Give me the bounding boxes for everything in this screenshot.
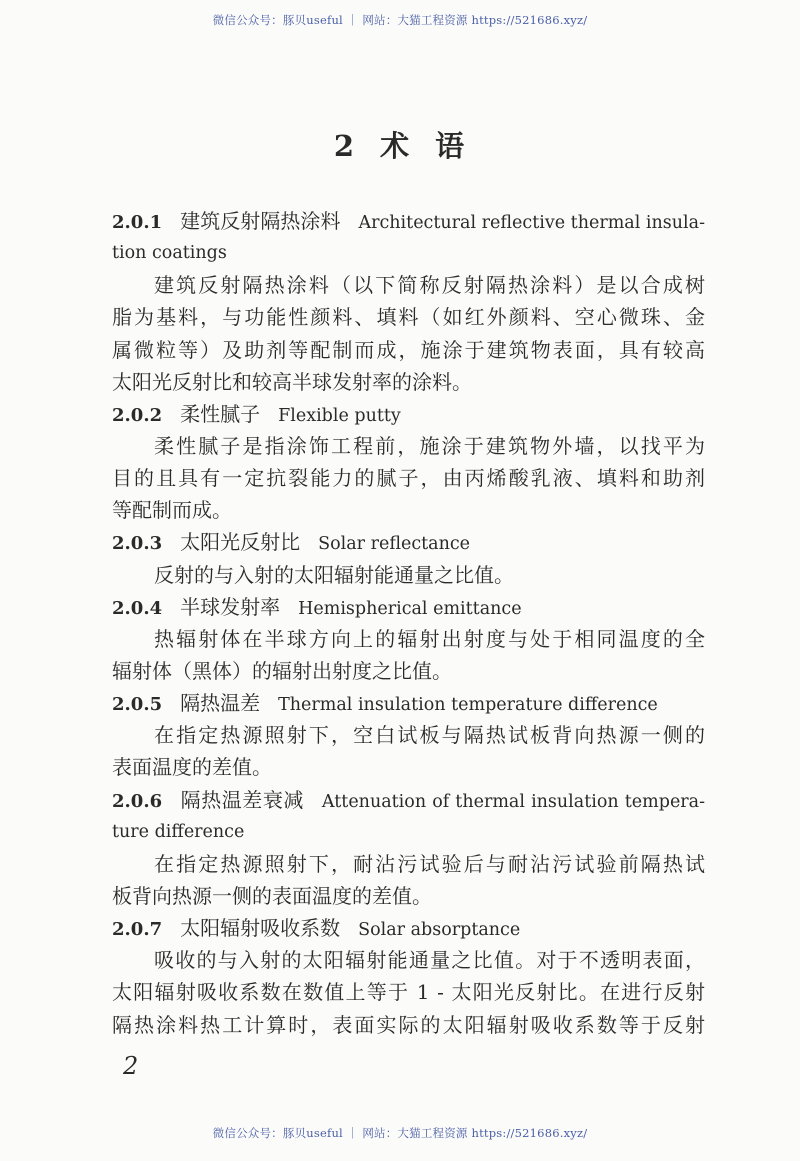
definition-line: 热辐射体在半球方向上的辐射出射度与处于相同温度的全 bbox=[154, 626, 705, 651]
definition-line: 脂为基料，与功能性颜料、填料（如红外颜料、空心微珠、金 bbox=[112, 305, 705, 330]
definition-line: 在指定热源照射下，空白试板与隔热试板背向热源一侧的 bbox=[154, 723, 705, 748]
definition-line: 太阳辐射吸收系数在数值上等于 1 - 太阳光反射比。在进行反射 bbox=[112, 980, 705, 1005]
term-heading bbox=[112, 912, 705, 944]
definition-line: 表面温度的差值。 bbox=[112, 755, 272, 780]
definition-line: 板背向热源一侧的表面温度的差值。 bbox=[112, 883, 432, 908]
term-heading bbox=[112, 205, 705, 237]
term-number: 2.0.3 bbox=[112, 533, 163, 555]
term-heading bbox=[112, 591, 705, 623]
chapter-number: 2 bbox=[333, 129, 357, 163]
definition-line: 隔热涂料热工计算时，表面实际的太阳辐射吸收系数等于反射 bbox=[112, 1012, 705, 1037]
term-english: Flexible putty bbox=[278, 405, 401, 426]
term-english-continued: ture difference bbox=[112, 821, 245, 842]
term-english: Attenuation of thermal insulation tempera- bbox=[321, 791, 706, 812]
term-number: 2.0.6 bbox=[112, 790, 163, 812]
chapter-title-word: 术 bbox=[380, 129, 412, 163]
term-chinese: 隔热温差衰减 bbox=[180, 787, 304, 812]
term-heading bbox=[112, 784, 705, 816]
definition-line: 柔性腻子是指涂饰工程前，施涂于建筑物外墙，以找平为 bbox=[154, 433, 705, 458]
watermark-header: 微信公众号：豚贝useful ｜ 网站：大猫工程资源 https://521686.xyz/ bbox=[212, 13, 588, 27]
term-chinese: 太阳光反射比 bbox=[180, 530, 301, 555]
term-english: Hemispherical emittance bbox=[298, 598, 522, 619]
definition-line: 反射的与入射的太阳辐射能通量之比值。 bbox=[154, 562, 514, 587]
definition-line: 辐射体（黑体）的辐射出射度之比值。 bbox=[112, 658, 452, 683]
watermark-footer: 微信公众号：豚贝useful ｜ 网站：大猫工程资源 https://521686.xyz/ bbox=[212, 1126, 588, 1140]
term-chinese: 半球发射率 bbox=[180, 594, 281, 619]
definition-line: 太阳光反射比和较高半球发射率的涂料。 bbox=[112, 369, 472, 394]
term-english-continued: tion coatings bbox=[112, 243, 227, 264]
term-english: Thermal insulation temperature difference bbox=[278, 695, 658, 716]
term-chinese: 太阳辐射吸收系数 bbox=[180, 916, 341, 941]
term-number: 2.0.1 bbox=[112, 212, 163, 233]
definition-line: 目的且具有一定抗裂能力的腻子，由丙烯酸乳液、填料和助剂 bbox=[112, 466, 705, 491]
term-english: Solar absorptance bbox=[358, 920, 521, 941]
definition-line: 吸收的与入射的太阳辐射能通量之比值。对于不透明表面， bbox=[154, 948, 705, 973]
term-number: 2.0.2 bbox=[112, 404, 163, 426]
term-number: 2.0.5 bbox=[112, 694, 163, 716]
term-english: Solar reflectance bbox=[318, 534, 471, 555]
term-chinese: 建筑反射隔热涂料 bbox=[180, 209, 341, 233]
chapter-title-word: 语 bbox=[435, 129, 467, 163]
definition-line: 在指定热源照射下，耐沾污试验后与耐沾污试验前隔热试 bbox=[154, 851, 705, 876]
term-number: 2.0.4 bbox=[112, 597, 163, 619]
definition-line: 等配制而成。 bbox=[112, 498, 232, 523]
term-chinese: 隔热温差 bbox=[180, 691, 261, 716]
term-number: 2.0.7 bbox=[112, 919, 163, 941]
term-heading bbox=[112, 526, 705, 558]
term-chinese: 柔性腻子 bbox=[180, 401, 261, 426]
definition-line: 属微粒等）及助剂等配制而成，施涂于建筑物表面，具有较高 bbox=[112, 337, 705, 362]
page-number: 2 bbox=[123, 1052, 139, 1080]
chapter-title bbox=[0, 124, 800, 165]
term-heading bbox=[112, 687, 705, 719]
definition-line: 建筑反射隔热涂料（以下简称反射隔热涂料）是以合成树 bbox=[154, 273, 705, 298]
term-heading bbox=[112, 398, 705, 430]
term-english: Architectural reflective thermal insula- bbox=[358, 213, 705, 233]
document-body bbox=[112, 205, 705, 1041]
